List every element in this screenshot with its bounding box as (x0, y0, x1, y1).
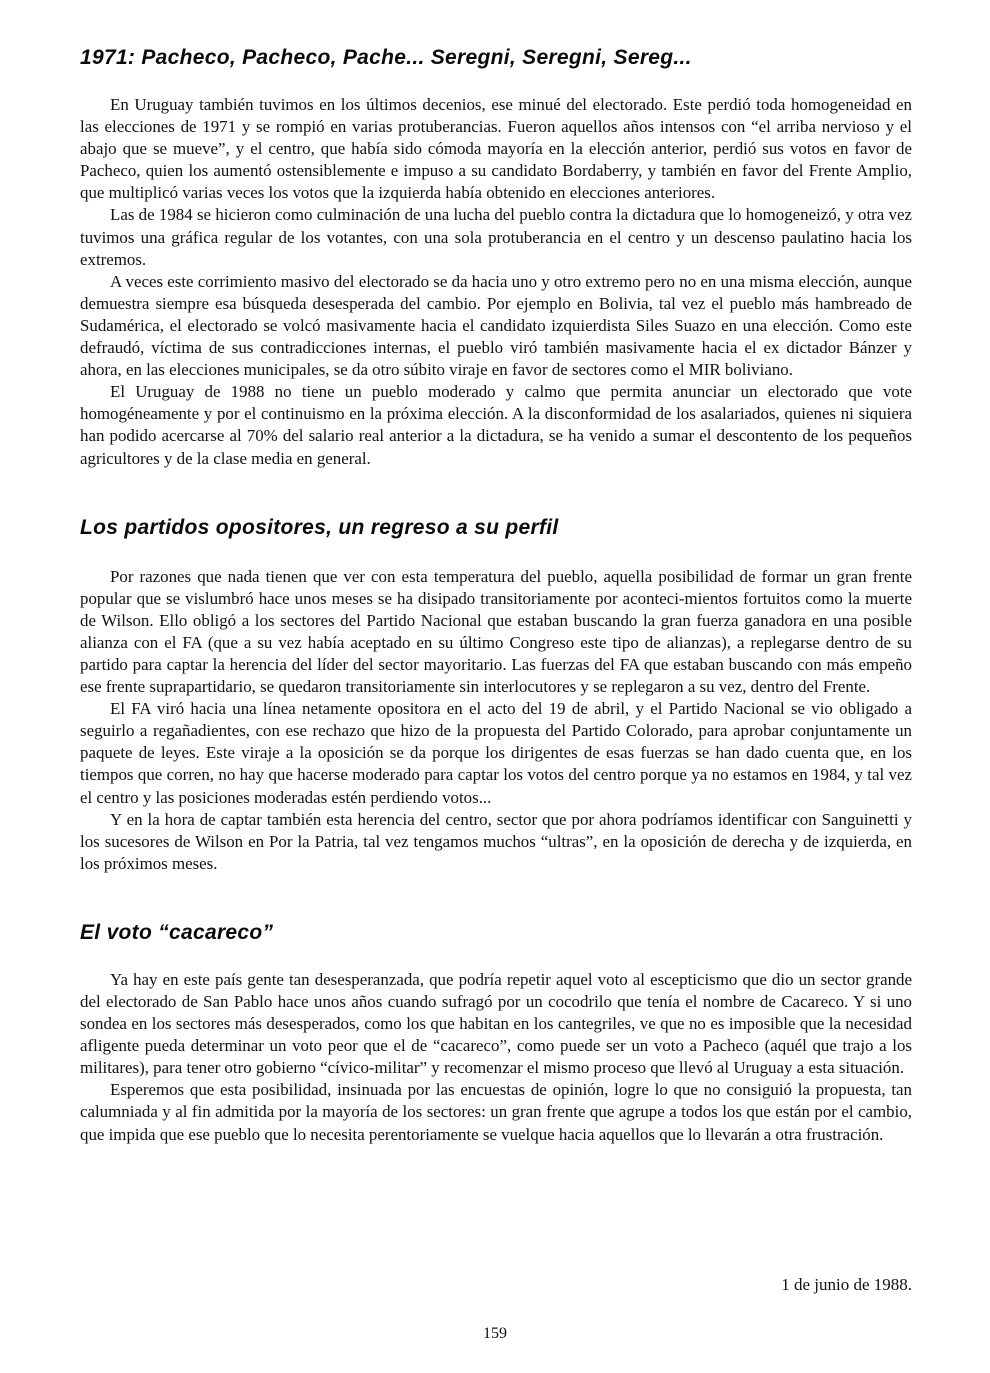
section-heading-partidos-opositores: Los partidos opositores, un regreso a su perfil (80, 515, 559, 539)
paragraph: En Uruguay también tuvimos en los últimos decenios, ese minué del electorado. Este perdió toda homogeneidad en las elecciones de 1971 y se rompió en varias protuberancias. Fueron aquellos años intensos con “el arriba nervioso y el abajo que se mueve”, y el centro, que había sido cómoda mayoría en la elección anterior, perdió sus votos en favor de Pacheco, quien los aumentó ostensiblemente e impuso a su candidato Bordaberry, y también en favor del Frente Amplio, que multiplicó varias veces los votos que la izquierda había obtenido en elecciones anteriores. (80, 95, 912, 203)
section-heading-1971: 1971: Pacheco, Pacheco, Pache... Seregni, Seregni, Sereg... (80, 46, 692, 69)
paragraph: Y en la hora de captar también esta herencia del centro, sector que por ahora podríamos identificar con Sanguinetti y los sucesores de Wilson en Por la Patria, tal vez tengamos muchos “ultras”, en la oposición de derecha y de izquierda, en los próximos meses. (80, 809, 912, 873)
paragraph: Esperemos que esta posibilidad, insinuada por las encuestas de opinión, logre lo que no consiguió la propuesta, tan calumniada y al fin admitida por la mayoría de los sectores: un gran frente que agrupe a todos los que están por el cambio, que impida que ese pueblo que lo necesita perentoriamente se vuelque hacia aquellos que lo llevarán a otra frustración. (80, 1080, 912, 1144)
paragraph: Por razones que nada tienen que ver con esta temperatura del pueblo, aquella posibilidad de formar un gran frente popular que se vislumbró hace unos meses se ha disipado transitoriamente por aconteci-mientos fortuitos como la muerte de Wilson. Ello obligó a los sectores del Partido Nacional que estaban buscando la gran fuerza ganadora en una posible alianza con el FA (que a su vez había aceptado en su último Congreso este tipo de alianzas), a replegarse dentro de su partido para captar la herencia del líder del sector mayoritario. Las fuerzas del FA que estaban buscando con más empeño ese frente suprapartidario, se quedaron transitoriamente sin interlocutores y se replegaron a su vez, dentro del Frente. (80, 566, 912, 697)
paragraph: Ya hay en este país gente tan desesperanzada, que podría repetir aquel voto al escepticismo que dio un sector grande del electorado de San Pablo hace unos años cuando sufragó por un cocodrilo que tenía el nombre de Cacareco. Y si uno sondea en los sectores más desesperados, como los que habitan en los cantegriles, ve que no es imposible que la necesidad afligente pueda determinar un voto peor que el de “cacareco”, como puede ser un voto a Pacheco (aquél que trajo a los militares), para tener otro gobierno “cívico-militar” y recomenzar el mismo proceso que llevó al Uruguay a esta situación. (80, 969, 912, 1078)
paragraph: El FA viró hacia una línea netamente opositora en el acto del 19 de abril, y el Partido Nacional se vio obligado a seguirlo a regañadientes, con ese rechazo que hizo de la propuesta del Partido Colorado, para aprobar conjuntamente un paquete de leyes. Este viraje a la oposición se da porque los dirigentes de esas fuerzas se han dado cuenta que, en los tiempos que corren, no hay que hacerse moderado para captar los votos del centro porque ya no estamos en 1984, y tal vez el centro y las posiciones moderadas estén perdiendo votos... (80, 699, 912, 807)
paragraph: Las de 1984 se hicieron como culminación de una lucha del pueblo contra la dictadura que lo homogeneizó, y otra vez tuvimos una gráfica regular de los votantes, con una sola protuberancia en el centro y un descenso paulatino hacia los extremos. (80, 205, 912, 269)
document-date: 1 de junio de 1988. (781, 1275, 912, 1294)
page-number: 159 (483, 1325, 507, 1342)
paragraph: A veces este corrimiento masivo del electorado se da hacia uno y otro extremo pero no en una misma elección, aunque demuestra siempre esa búsqueda desesperada del cambio. Por ejemplo en Bolivia, tal vez el pueblo más hambreado de Sudamérica, el electorado se volcó masivamente hacia el candidato izquierdista Siles Suazo en una elección. Como este defraudó, víctima de sus contradicciones internas, el pueblo viró también masivamente hacia el ex dictador Bánzer y ahora, en las elecciones municipales, se da otro súbito viraje en favor de sectores como el MIR boliviano. (80, 271, 912, 380)
paragraph: El Uruguay de 1988 no tiene un pueblo moderado y calmo que permita anunciar un electorado que vote homogéneamente y por el continuismo en la próxima elección. A la disconformidad de los asalariados, quienes ni siquiera han podido acercarse al 70% del salario real anterior a la dictadura, se ha venido a sumar el descontento de los pequeños agricultores y de la clase media en general. (80, 382, 912, 468)
section-heading-voto-cacareco: El voto “cacareco” (80, 920, 274, 944)
